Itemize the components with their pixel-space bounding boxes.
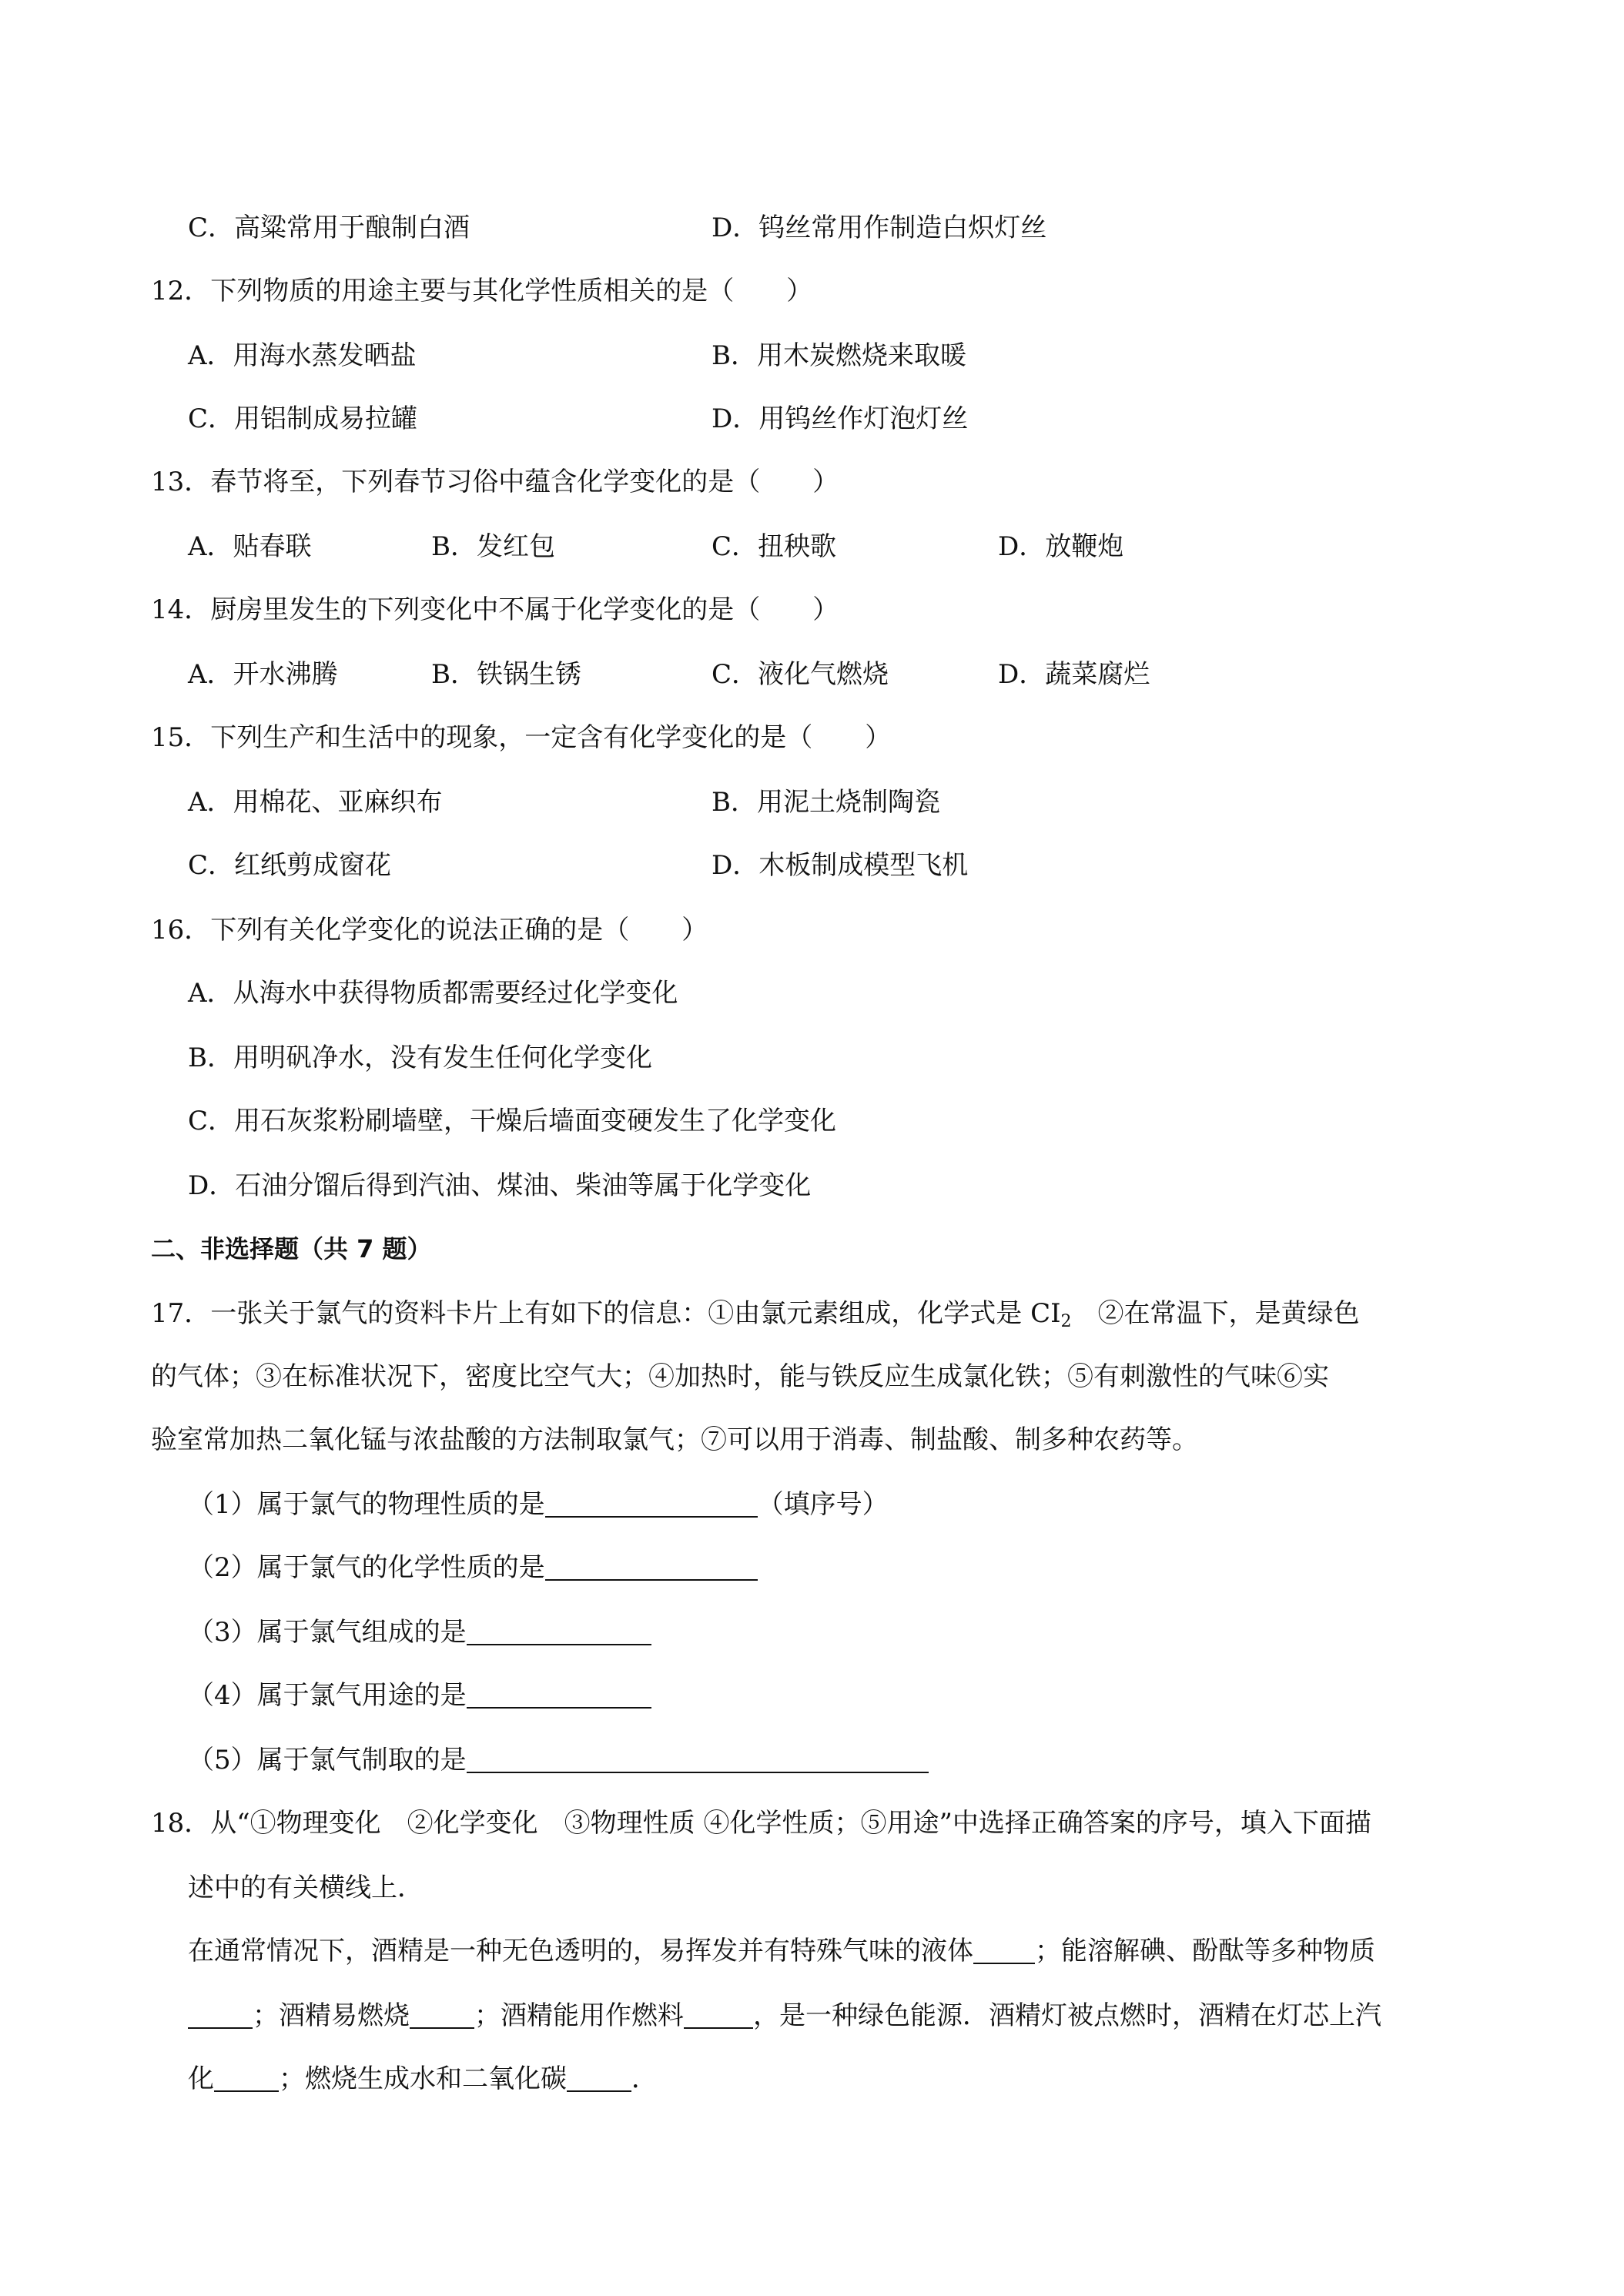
q13-option-c: C．扭秧歌 xyxy=(712,531,837,562)
q15-stem: 15．下列生产和生活中的现象，一定含有化学变化的是（ ） xyxy=(151,722,892,753)
q17-part3 xyxy=(188,1615,651,1649)
q13-stem: 13．春节将至，下列春节习俗中蕴含化学变化的是（ ） xyxy=(151,467,839,497)
q18-blank-2[interactable] xyxy=(188,2003,253,2029)
q17-part1-blank[interactable] xyxy=(545,1491,758,1518)
q15-option-a: A．用棉花、亚麻织布 xyxy=(188,787,443,818)
q15-option-c: C．红纸剪成窗花 xyxy=(188,850,392,881)
q13-option-d: D．放鞭炮 xyxy=(998,531,1124,562)
q18-line3 xyxy=(188,1934,1375,1968)
q17-part5-blank[interactable] xyxy=(467,1747,929,1773)
q18-line4 xyxy=(188,1999,1381,2033)
q18-line5-text-b: ；燃烧生成水和二氧化碳 xyxy=(279,2063,567,2094)
q11-option-d: D．钨丝常用作制造白炽灯丝 xyxy=(712,213,1047,243)
q17-part1 xyxy=(188,1488,889,1521)
q17-part5 xyxy=(188,1743,929,1777)
q18-line3-text-a: 在通常情况下，酒精是一种无色透明的，易挥发并有特殊气味的液体 xyxy=(188,1936,973,1966)
q12-stem: 12．下列物质的用途主要与其化学性质相关的是（ ） xyxy=(151,276,813,306)
q18-blank-4[interactable] xyxy=(684,2003,753,2029)
q14-option-b: B．铁锅生锈 xyxy=(431,659,581,690)
q17-part2-blank[interactable] xyxy=(545,1555,758,1581)
q12-option-c: C．用铝制成易拉罐 xyxy=(188,403,418,434)
q15-option-b: B．用泥土烧制陶瓷 xyxy=(712,787,940,818)
q17-part3-blank[interactable] xyxy=(467,1619,651,1645)
q14-stem: 14．厨房里发生的下列变化中不属于化学变化的是（ ） xyxy=(151,594,839,625)
q18-line4-text-d: ，是一种绿色能源．酒精灯被点燃时，酒精在灯芯上汽 xyxy=(753,2000,1381,2031)
q18-blank-6[interactable] xyxy=(567,2066,631,2092)
q17-text-a: 17．一张关于氯气的资料卡片上有如下的信息：①由氯元素组成，化学式是 CI xyxy=(151,1298,1061,1329)
q18-line5-text-a: 化 xyxy=(188,2063,214,2094)
q18-stem-line2: 述中的有关横线上． xyxy=(188,1873,424,1903)
q17-part1-hint: （填序号） xyxy=(757,1489,889,1520)
q18-stem-line1: 18．从“①物理变化 ②化学变化 ③物理性质 ④化学性质；⑤用途”中选择正确答案的序号，填入下面描 xyxy=(151,1808,1371,1839)
q17-stem-line2: 的气体；③在标准状况下，密度比空气大；④加热时，能与铁反应生成氯化铁；⑤有刺激性的气味⑥实 xyxy=(151,1361,1329,1392)
q15-option-d: D．木板制成模型飞机 xyxy=(712,850,969,881)
q18-line4-text-b: ；酒精易燃烧 xyxy=(253,2000,410,2031)
q14-option-c: C．液化气燃烧 xyxy=(712,659,889,690)
q17-part2-label: （2）属于氯气的化学性质的是 xyxy=(188,1552,545,1583)
q13-option-b: B．发红包 xyxy=(431,531,555,562)
q17-text-b: ②在常温下，是黄绿色 xyxy=(1071,1298,1360,1329)
q14-option-d: D．蔬菜腐烂 xyxy=(998,659,1150,690)
q17-part4 xyxy=(188,1678,651,1712)
q18-blank-5[interactable] xyxy=(214,2066,279,2092)
q16-stem: 16．下列有关化学变化的说法正确的是（ ） xyxy=(151,915,708,946)
section-heading-nonchoice: 二、非选择题（共 7 题） xyxy=(151,1234,432,1263)
q17-part4-label: （4）属于氯气用途的是 xyxy=(188,1680,467,1711)
q16-option-a: A．从海水中获得物质都需要经过化学变化 xyxy=(188,978,678,1009)
q18-line5 xyxy=(188,2062,658,2096)
q18-line4-text-c: ；酒精能用作燃料 xyxy=(474,2000,684,2031)
q17-part1-label: （1）属于氯气的物理性质的是 xyxy=(188,1489,545,1520)
q17-subscript: 2 xyxy=(1060,1312,1072,1331)
q12-option-b: B．用木炭燃烧来取暖 xyxy=(712,340,966,371)
q16-option-b: B．用明矾净水，没有发生任何化学变化 xyxy=(188,1043,652,1073)
q14-option-a: A．开水沸腾 xyxy=(188,659,338,690)
q17-part5-label: （5）属于氯气制取的是 xyxy=(188,1745,467,1776)
q17-stem-line3: 验室常加热二氧化锰与浓盐酸的方法制取氯气；⑦可以用于消毒、制盐酸、制多种农药等。 xyxy=(151,1424,1198,1455)
q17-part2 xyxy=(188,1551,758,1585)
q16-option-d: D．石油分馏后得到汽油、煤油、柴油等属于化学变化 xyxy=(188,1170,812,1201)
q12-option-a: A．用海水蒸发晒盐 xyxy=(188,340,417,371)
q11-option-c: C．高粱常用于酿制白酒 xyxy=(188,213,470,243)
q17-part4-blank[interactable] xyxy=(467,1682,651,1709)
q13-option-a: A．贴春联 xyxy=(188,531,312,562)
q17-part3-label: （3）属于氯气组成的是 xyxy=(188,1617,467,1648)
q17-stem-line1 xyxy=(151,1297,1360,1330)
q18-blank-3[interactable] xyxy=(410,2003,474,2029)
q18-line5-text-c: ． xyxy=(631,2063,658,2094)
q18-blank-1[interactable] xyxy=(973,1938,1035,1964)
q12-option-d: D．用钨丝作灯泡灯丝 xyxy=(712,403,969,434)
q18-line3-text-b: ；能溶解碘、酚酞等多种物质 xyxy=(1035,1936,1375,1966)
q16-option-c: C．用石灰浆粉刷墙壁，干燥后墙面变硬发生了化学变化 xyxy=(188,1106,837,1136)
